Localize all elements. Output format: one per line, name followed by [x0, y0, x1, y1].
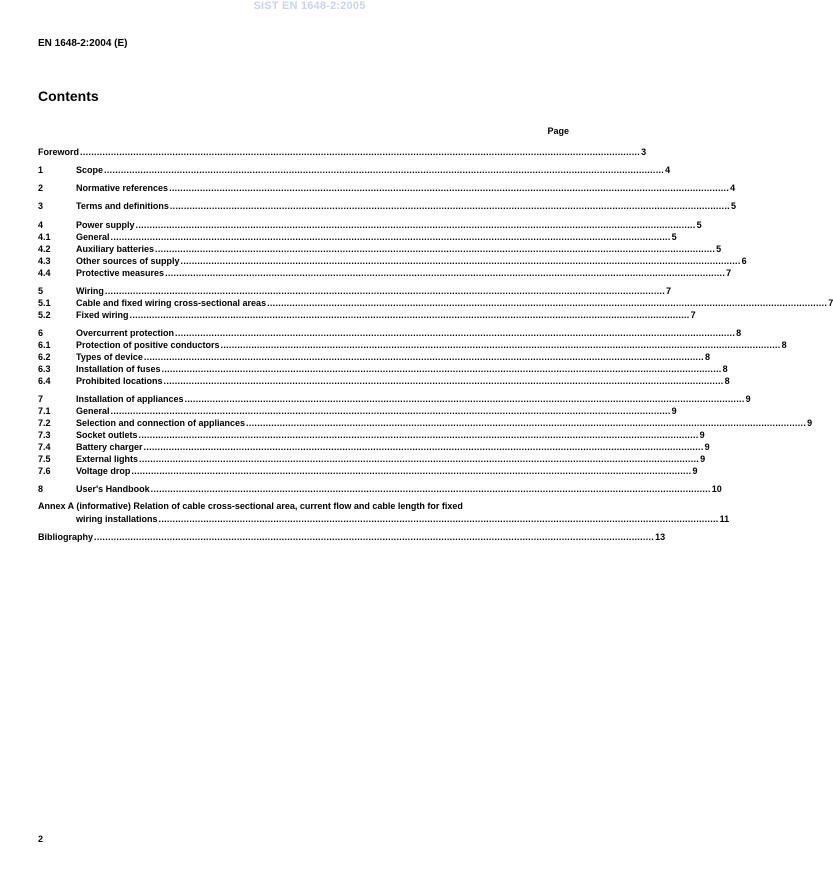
toc-entry[interactable] [38, 309, 696, 321]
dot-leader: ........................................................................................................................................................................................................ [94, 532, 655, 542]
dot-leader: ........................................................................................................................................................................................................ [267, 298, 828, 308]
toc-entry[interactable] [38, 405, 677, 417]
toc-page: 5 [671, 232, 677, 242]
dot-leader: ........................................................................................................................................................................................................ [131, 466, 692, 476]
toc-page: 7 [666, 286, 672, 296]
toc-entry[interactable] [38, 465, 698, 477]
annex-title-line1: Annex A (informative) Relation of cable cross-sectional area, current flow and cable length for fixed [38, 501, 463, 511]
dot-leader: ........................................................................................................................................................................................................ [80, 147, 641, 157]
dot-leader: ........................................................................................................................................................................................................ [135, 220, 696, 230]
toc-page: 8 [722, 364, 728, 374]
toc-annex-entry-continuation[interactable] [38, 513, 730, 525]
toc-entry[interactable] [38, 453, 706, 465]
toc-page: 9 [671, 406, 677, 416]
toc-title: Other sources of supply [76, 256, 180, 266]
toc-title: Bibliography [38, 532, 94, 542]
toc-number: 5 [38, 286, 44, 296]
page-number: 2 [38, 834, 44, 844]
toc-entry[interactable] [38, 200, 736, 212]
toc-title: Fixed wiring [76, 310, 129, 320]
dot-leader: ........................................................................................................................................................................................................ [165, 268, 726, 278]
toc-entry[interactable] [38, 297, 833, 309]
toc-entry[interactable] [38, 285, 672, 297]
toc-number: 4.4 [38, 268, 51, 278]
toc-entry[interactable] [38, 393, 751, 405]
dot-leader: ........................................................................................................................................................................................................ [110, 406, 671, 416]
toc-title: User's Handbook [76, 484, 150, 494]
toc-title: Cable and fixed wiring cross-sectional areas [76, 298, 267, 308]
toc-entry-bibliography[interactable] [38, 531, 666, 543]
watermark: SIST EN 1648-2:2005 [253, 0, 366, 12]
toc-page: 8 [736, 328, 742, 338]
toc-page: 7 [828, 298, 833, 308]
dot-leader: ........................................................................................................................................................................................................ [155, 244, 716, 254]
page-column-label: Page [547, 126, 569, 136]
toc-number: 7.3 [38, 430, 51, 440]
toc-title: Protective measures [76, 268, 165, 278]
toc-title: Installation of fuses [76, 364, 161, 374]
toc-number: 7.6 [38, 466, 51, 476]
toc-page: 10 [711, 484, 722, 494]
toc-title: Battery charger [76, 442, 143, 452]
toc-page: 9 [704, 442, 710, 452]
dot-leader: ........................................................................................................................................................................................................ [138, 430, 699, 440]
toc-number: 6.1 [38, 340, 51, 350]
dot-leader: ........................................................................................................................................................................................................ [150, 484, 711, 494]
toc-entry[interactable] [38, 441, 710, 453]
toc-page: 6 [741, 256, 747, 266]
toc-number: 2 [38, 183, 44, 193]
toc-page: 9 [745, 394, 751, 404]
toc-number: 6 [38, 328, 44, 338]
toc-number: 4 [38, 220, 44, 230]
toc-title: Selection and connection of appliances [76, 418, 246, 428]
dot-leader: ........................................................................................................................................................................................................ [158, 514, 719, 524]
toc-title: General [76, 406, 110, 416]
annex-title-line2: wiring installations [76, 514, 158, 524]
toc-title: Power supply [76, 220, 135, 230]
toc-page: 9 [700, 454, 706, 464]
toc-entry[interactable] [38, 146, 647, 158]
dot-leader: ........................................................................................................................................................................................................ [139, 454, 700, 464]
toc-entry[interactable] [38, 243, 722, 255]
toc-number: 7.2 [38, 418, 51, 428]
toc-page: 8 [781, 340, 787, 350]
toc-entry[interactable] [38, 429, 705, 441]
toc-entry[interactable] [38, 219, 702, 231]
toc-title: Socket outlets [76, 430, 138, 440]
toc-title: Auxiliary batteries [76, 244, 155, 254]
document-id: EN 1648-2:2004 (E) [38, 38, 128, 49]
dot-leader: ........................................................................................................................................................................................................ [161, 364, 722, 374]
toc-entry[interactable] [38, 231, 677, 243]
toc-title: Wiring [76, 286, 104, 296]
toc-entry[interactable] [38, 363, 728, 375]
toc-page: 7 [690, 310, 696, 320]
toc-annex-entry[interactable] [38, 501, 569, 512]
toc-page: 11 [719, 514, 730, 524]
toc-page: 5 [716, 244, 722, 254]
toc-title: Foreword [38, 147, 80, 157]
toc-number: 4.2 [38, 244, 51, 254]
toc-entry[interactable] [38, 351, 710, 363]
toc-title: General [76, 232, 110, 242]
toc-title: Terms and definitions [76, 201, 169, 211]
toc-number: 5.2 [38, 310, 51, 320]
dot-leader: ........................................................................................................................................................................................................ [129, 310, 690, 320]
toc-page: 9 [692, 466, 698, 476]
toc-page: 9 [699, 430, 705, 440]
toc-number: 4.1 [38, 232, 51, 242]
toc-number: 6.3 [38, 364, 51, 374]
dot-leader: ........................................................................................................................................................................................................ [180, 256, 741, 266]
toc-title: Scope [76, 165, 104, 175]
toc-entry[interactable] [38, 164, 671, 176]
dot-leader: ........................................................................................................................................................................................................ [169, 183, 730, 193]
toc-title: Installation of appliances [76, 394, 184, 404]
toc-entry[interactable] [38, 375, 730, 387]
toc-number: 6.2 [38, 352, 51, 362]
toc-page: 9 [807, 418, 813, 428]
toc-title: Normative references [76, 183, 169, 193]
toc-page: 8 [724, 376, 730, 386]
toc-number: 6.4 [38, 376, 51, 386]
dot-leader: ........................................................................................................................................................................................................ [104, 286, 666, 296]
toc-page: 8 [704, 352, 710, 362]
toc-entry[interactable] [38, 327, 742, 339]
toc-page: 4 [730, 183, 736, 193]
dot-leader: ........................................................................................................................................................................................................ [163, 376, 724, 386]
dot-leader: ........................................................................................................................................................................................................ [110, 232, 671, 242]
toc-number: 1 [38, 165, 44, 175]
toc-page: 13 [655, 532, 666, 542]
toc-number: 7.5 [38, 454, 51, 464]
toc-page: 5 [730, 201, 736, 211]
toc-entry[interactable] [38, 267, 732, 279]
toc-entry[interactable] [38, 255, 747, 267]
toc-number: 7.1 [38, 406, 51, 416]
toc-title: Types of device [76, 352, 143, 362]
toc-entry[interactable] [38, 339, 787, 351]
toc-title: Overcurrent protection [76, 328, 175, 338]
toc-page: 5 [696, 220, 702, 230]
dot-leader: ........................................................................................................................................................................................................ [143, 352, 704, 362]
toc-number: 8 [38, 484, 44, 494]
toc-entry[interactable] [38, 182, 736, 194]
dot-leader: ........................................................................................................................................................................................................ [143, 442, 704, 452]
dot-leader: ........................................................................................................................................................................................................ [169, 201, 730, 211]
dot-leader: ........................................................................................................................................................................................................ [184, 394, 745, 404]
dot-leader: ........................................................................................................................................................................................................ [175, 328, 736, 338]
dot-leader: ........................................................................................................................................................................................................ [104, 165, 665, 175]
toc-title: External lights [76, 454, 139, 464]
toc-number: 7.4 [38, 442, 51, 452]
toc-title: Voltage drop [76, 466, 131, 476]
toc-page: 3 [641, 147, 647, 157]
toc-number: 5.1 [38, 298, 51, 308]
toc-entry[interactable] [38, 483, 722, 495]
toc-number: 7 [38, 394, 44, 404]
toc-number: 4.3 [38, 256, 51, 266]
toc-title: Prohibited locations [76, 376, 163, 386]
toc-number: 3 [38, 201, 44, 211]
toc-entry[interactable] [38, 417, 813, 429]
toc-page: 4 [665, 165, 671, 175]
dot-leader: ........................................................................................................................................................................................................ [246, 418, 807, 428]
page-title: Contents [38, 88, 99, 104]
toc-page: 7 [726, 268, 732, 278]
toc-title: Protection of positive conductors [76, 340, 220, 350]
dot-leader: ........................................................................................................................................................................................................ [220, 340, 781, 350]
